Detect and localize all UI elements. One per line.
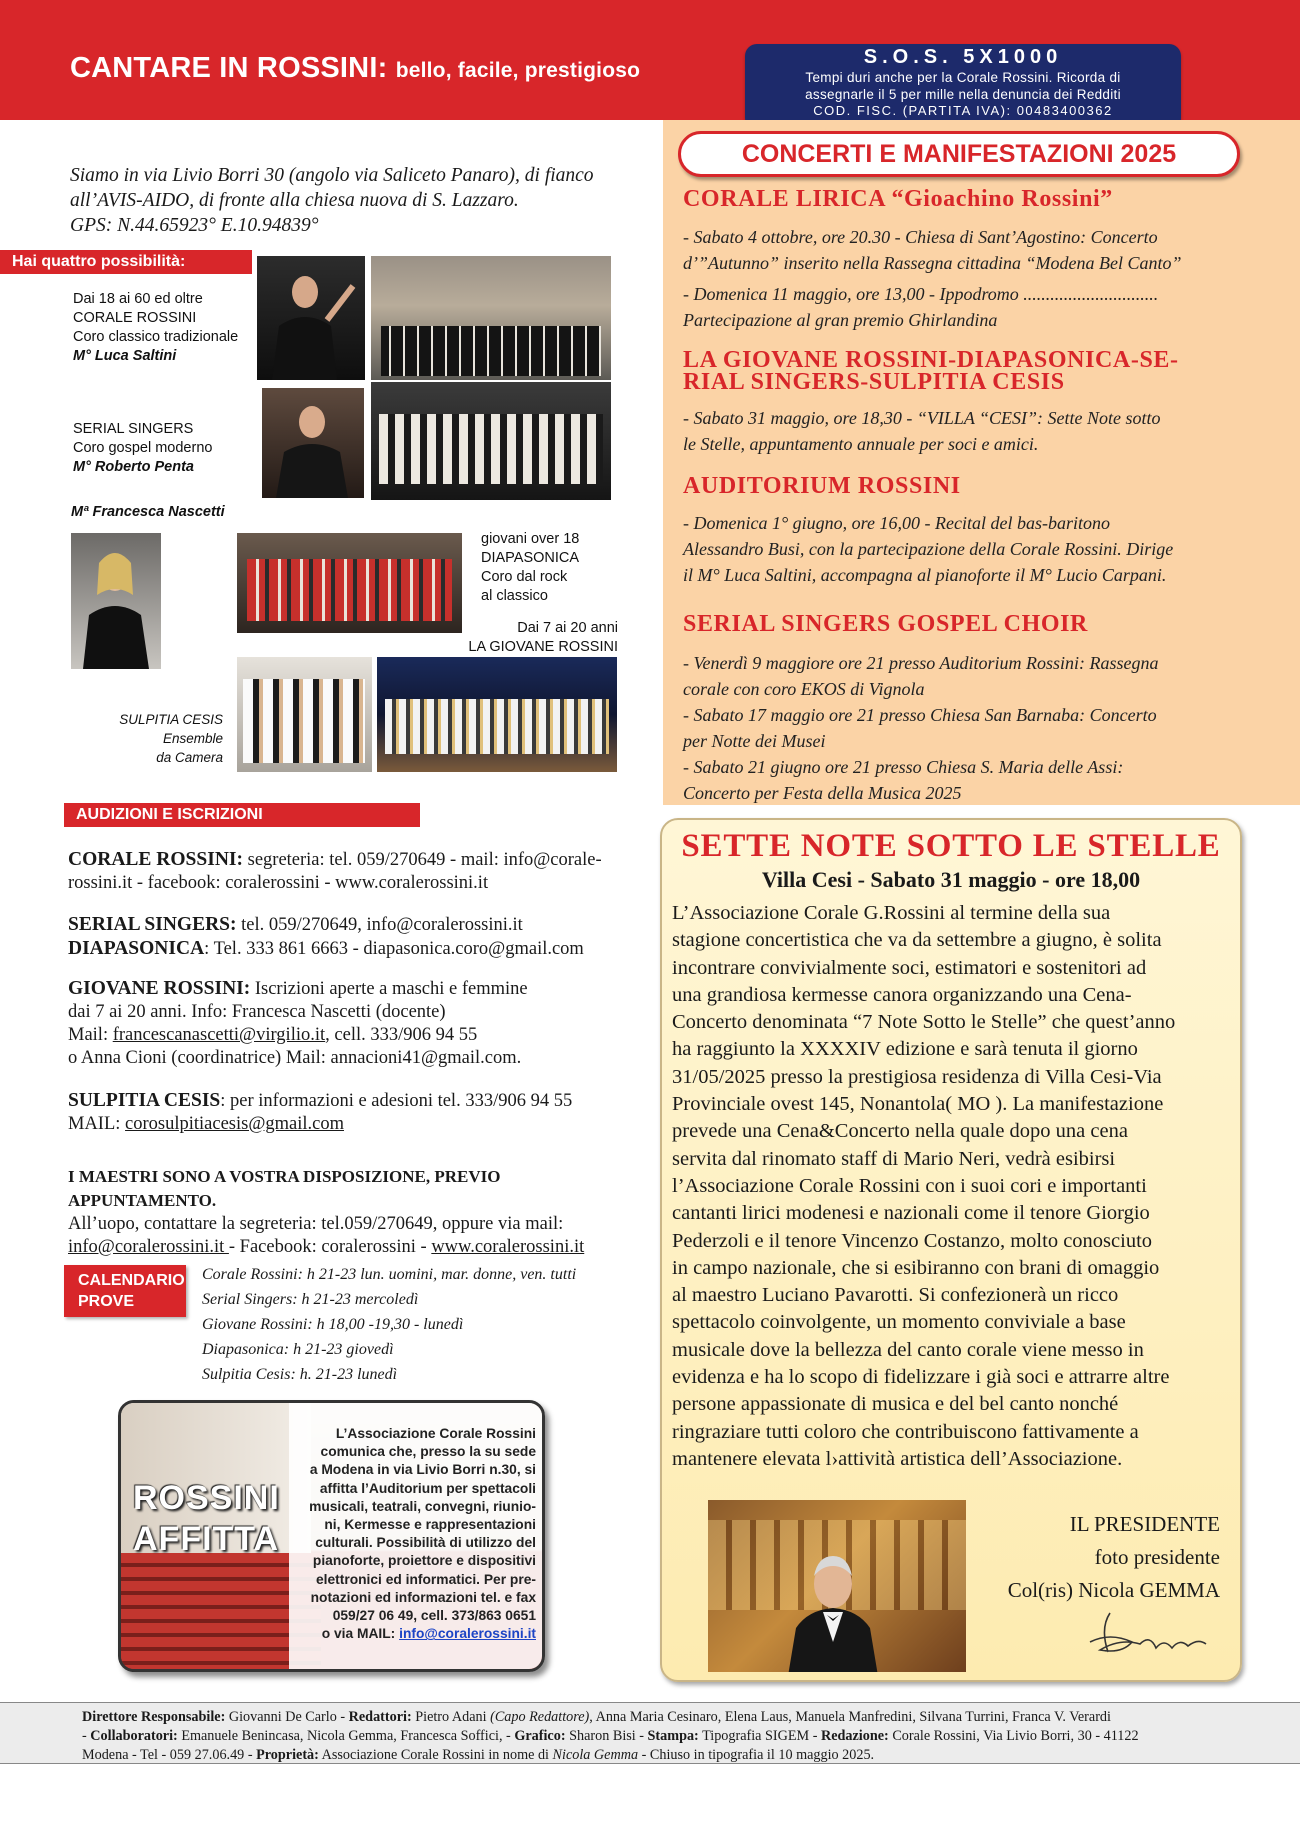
description-line: a Modena in via Livio Borri n.30, si [309,1462,536,1478]
contact-head: DIAPASONICA [68,938,205,959]
sette-body-line: L’Associazione Corale G.Rossini al termine della sua [672,902,1111,924]
contact-maestri [68,1165,628,1259]
title-line: AFFITTA [133,1520,280,1558]
contact-corale-rossini [68,848,628,895]
footer-value: - Chiuso in tipografia il 10 maggio 2025. [638,1747,875,1763]
intro-line: Siamo in via Livio Borri 30 (angolo via Saliceto Panaro), di fianco [70,165,594,186]
choir-age: giovani over 18 [481,531,580,547]
contact-serial-diapasonica [68,913,628,961]
sos-codice-fiscale: COD. FISC. (PARTITA IVA): 00483400362 [813,103,1113,118]
choir-label-serial-singers [73,420,212,477]
concert-heading-serial-singers: SERIAL SINGERS GOSPEL CHOIR [683,611,1088,637]
sette-body-line: in campo nazionale, che si esibiranno con brani di omaggio [672,1256,1160,1279]
choir-name: LA GIOVANE ROSSINI [468,639,618,655]
contact-head: SULPITIA CESIS [68,1090,221,1111]
concert-line: - Venerdì 9 maggiore ore 21 presso Auditorium Rossini: Rassegna [683,653,1159,673]
email-link-nascetti[interactable]: francescanascetti@virgilio.it [112,1025,326,1045]
sette-note-body [672,900,1234,1473]
calendario-item: Serial Singers: h 21-23 mercoledì [202,1291,419,1308]
concert-line: Concerto per Festa della Musica 2025 [683,783,962,803]
description-line: pianoforte, proiettore e dispositivi [312,1553,536,1569]
gps-coordinates: GPS: N.44.65923° E.10.94839° [70,215,319,236]
footer-label: Stampa: [647,1728,699,1744]
photo-serial-singers-choir [371,382,611,500]
page-title [70,52,640,85]
description-line: notazioni ed informazioni tel. e fax [310,1589,536,1605]
choir-name: CORALE ROSSINI [73,310,197,326]
sette-body-line: Provinciale ovest 145, Nonantola( MO ). La manifestazione [672,1093,1164,1116]
description-line: 059/27 06 49, cell. 373/863 0651 [332,1608,536,1624]
contact-text: , cell. 333/906 94 55 [325,1025,478,1045]
sette-body-line: stagione concertistica che va da settembre a giugno, è solita [672,929,1162,952]
description-line: L’Associazione Corale Rossini [335,1426,536,1441]
calendario-item: Giovane Rossini: h 18,00 -19,30 - lunedì [202,1316,464,1333]
email-link-affitta[interactable]: info@coralerossini.it [399,1626,536,1642]
label-line: CALENDARIO [78,1272,185,1289]
conductor-figure [71,533,161,669]
sette-body-line: servita dal rinomato staff di Mario Neri, vedrà esibirsi [672,1147,1116,1170]
concert-entry [683,224,1243,276]
choir-label-giovane-rossini [440,619,618,657]
concert-heading-giovane-rossini [683,349,1179,393]
email-link-sulpitia[interactable]: corosulpitiacesis@gmail.com [125,1114,344,1134]
footer-value: Emanuele Benincasa, Nicola Gemma, Francesca Soffici, - [177,1728,515,1744]
concert-line: il M° Luca Saltini, accompagna al pianoforte il M° Lucio Carpani. [683,565,1167,585]
description-line: ni, Kermesse e rappresentazioni [324,1517,536,1533]
concert-line: - Domenica 11 maggio, ore 13,00 - Ippodromo .............................. [683,284,1159,304]
choir-rows [379,414,603,484]
footer-label: Proprietà: [256,1747,319,1763]
concert-heading-corale-lirica: CORALE LIRICA “Gioachino Rossini” [683,186,1113,212]
choir-label-diapasonica [481,530,579,606]
footer-value: Nicola Gemma [552,1747,639,1763]
concert-line: per Notte dei Musei [683,731,826,751]
choir-name: DIAPASONICA [481,550,580,566]
footer-value: Giovanni De Carlo - [225,1709,349,1725]
website-link[interactable]: www.coralerossini.it [431,1237,585,1257]
title-text: CANTARE IN ROSSINI: [70,52,388,84]
contact-head: I MAESTRI SONO A VOSTRA DISPOSIZIONE, PREVIO APPUNTAMENTO. [68,1167,501,1210]
choir-maestro: M° Roberto Penta [73,459,194,475]
contact-sulpitia-cesis [68,1089,628,1136]
description-lines [291,1425,536,1625]
sos-line: assegnarle il 5 per mille nella denuncia dei Redditi [805,87,1121,102]
sette-body-line: cantanti lirici modenesi e nazionali come il tenore Giorgio [672,1202,1150,1225]
contact-text: - Facebook: coralerossini - [228,1237,432,1257]
rossini-affitta-description [291,1425,536,1643]
heading-line: RIAL SINGERS-SULPITIA CESIS [683,369,1065,395]
sette-body-line: spettacolo coinvolgente, un momento conviviale a base [672,1311,1126,1334]
concert-entry [683,405,1243,457]
footer-value: Pietro Adani [411,1709,491,1725]
sette-body-line: prevede una Cena&Concerto nella quale dopo una cena [672,1120,1128,1143]
footer-value: , Anna Maria Cesinaro, Elena Laus, Manuela Manfredini, Silvana Turrini, Franca V. Verardi [589,1709,1111,1725]
sette-body-line: Concerto denominata “7 Note Sotto le Stelle” che quest’anno [672,1011,1176,1034]
footer-label: Direttore Responsabile: [82,1709,226,1725]
concert-line: - Sabato 4 ottobre, ore 20.30 - Chiesa di Sant’Agostino: Concerto [683,227,1158,247]
description-line: musicali, teatrali, convegni, riunio- [309,1498,536,1514]
choir-age: Dai 18 ai 60 ed oltre [73,291,203,307]
president-signature [1080,1608,1220,1658]
sette-body-line: mantenere elevata l›attività artistica dell’Associazione. [672,1447,1123,1470]
contact-head: GIOVANE ROSSINI: [68,978,251,999]
sos-5x1000-box [745,44,1181,130]
heading-line: LA GIOVANE ROSSINI-DIAPASONICA-SE- [683,347,1179,373]
choir-desc: Coro dal rock [481,569,568,585]
footer-value: Corale Rossini, Via Livio Borri, 30 - 41122 [888,1728,1139,1744]
maestra-nascetti-label [71,503,225,522]
choir-rows [385,699,609,754]
footer-value: Modena - Tel - 059 27.06.49 - [82,1747,257,1763]
contact-text: o Anna Cioni (coordinatrice) Mail: annacioni41@gmail.com. [68,1048,522,1068]
sette-body-line: 31/05/2025 presso la prestigiosa residenza di Villa Cesi-Via [672,1065,1162,1088]
president-figure [778,1536,888,1672]
photo-maestra-nascetti [71,533,161,669]
president-label: IL PRESIDENTE [1069,1512,1220,1536]
contact-text: : Tel. 333 861 6663 - diapasonica.coro@gmail.com [204,939,584,959]
choir-age: Dai 7 ai 20 anni [517,620,618,636]
title-line: ROSSINI [133,1479,280,1517]
description-line: comunica che, presso la su sede [320,1444,536,1460]
sette-body-line: persone appassionate di musica e del bel canto nonché [672,1393,1119,1416]
contact-text: MAIL: [68,1114,126,1134]
concert-line: - Sabato 17 maggio ore 21 presso Chiesa San Barnaba: Concerto [683,705,1157,725]
description-line: elettronici ed informatici. Per pre- [315,1571,536,1587]
photo-maestro-saltini [257,256,365,380]
sette-body-line: ha raggiunto la XXXXIV edizione e sarà tenuta il giorno [672,1038,1138,1061]
choir-label-corale-rossini [73,290,238,366]
choir-desc: Coro classico tradizionale [73,329,239,345]
concert-line: - Domenica 1° giugno, ore 16,00 - Recital del bas-baritono [683,513,1110,533]
possibilities-label: Hai quattro possibilità: [0,250,252,274]
concert-line: - Sabato 31 maggio, ore 18,30 - “VILLA “CESI”: Sette Note sotto [683,408,1161,428]
photo-corale-rossini-choir [371,256,611,380]
concert-heading-auditorium: AUDITORIUM ROSSINI [683,473,961,499]
contact-text: rossini.it - facebook: coralerossini - www.coralerossini.it [68,873,489,893]
footer-value: - [82,1728,91,1744]
choir-maestro: M° Luca Saltini [73,348,177,364]
president-photo [708,1500,966,1672]
choir-rows [247,559,452,621]
contact-text: dai 7 ai 20 anni. Info: Francesca Nascetti (docente) [68,1002,446,1022]
choir-rows [243,679,365,763]
sette-note-title: SETTE NOTE SOTTO LE STELLE [681,828,1221,864]
calendario-item: Diapasonica: h 21-23 giovedì [202,1341,394,1358]
rossini-affitta-title [133,1478,280,1560]
contact-text: : per informazioni e adesioni tel. 333/906 94 55 [220,1091,573,1111]
choir-rows [381,326,601,376]
footer-label: Collaboratori: [90,1728,178,1744]
contact-text: Mail: [68,1025,113,1045]
photo-maestro-penta [262,388,364,498]
concert-line: le Stelle, appuntamento annuale per soci e amici. [683,434,1039,454]
footer-label: Grafico: [514,1728,566,1744]
choir-name: SULPITIA CESIS [119,712,223,727]
concert-line: Partecipazione al gran premio Ghirlandina [683,310,998,330]
calendario-prove-list [202,1262,642,1387]
description-line: culturali. Possibilità di utilizzo del [315,1535,536,1551]
conductor-figure [262,388,364,498]
intro-line: all’AVIS-AIDO, di fronte alla chiesa nuova di S. Lazzaro. [70,190,519,211]
concerts-title: CONCERTI E MANIFESTAZIONI 2025 [678,131,1240,177]
concert-line: Alessandro Busi, con la partecipazione della Corale Rossini. Dirige [683,539,1174,559]
sette-body-line: l’Associazione Corale Rossini con i suoi cori e importanti [672,1174,1147,1197]
footer-value: Sharon Bisi - [565,1728,648,1744]
contact-head: SERIAL SINGERS: [68,914,237,935]
president-photo-caption: foto presidente [1094,1545,1220,1569]
rossini-affitta-box [118,1400,545,1672]
calendario-prove-label [64,1265,186,1317]
concert-entry [683,650,1243,806]
sette-body-line: Pederzoli e il tenore Vincenzo Costanzo, molto conosciuto [672,1229,1153,1252]
contact-text: segreteria: tel. 059/270649 - mail: info@corale- [247,850,602,870]
sette-body-line: una grandiosa kermesse canora organizzando una Cena- [672,983,1132,1006]
concert-line: corale con coro EKOS di Vignola [683,679,925,699]
footer-value: Associazione Corale Rossini in nome di [318,1747,553,1763]
concert-line: d’”Autunno” inserito nella Rassegna cittadina “Modena Bel Canto” [683,253,1182,273]
label-line: PROVE [78,1293,135,1310]
footer-value: Tipografia SIGEM - [698,1728,821,1744]
description-line: affitta l’Auditorium per spettacoli [319,1480,536,1496]
description-line: o via MAIL: [321,1626,400,1642]
contact-text: All’uopo, contattare la segreteria: tel.059/270649, oppure via mail: [68,1214,564,1234]
sette-body-line: musicale dove la bellezza del canto corale viene messo in [672,1338,1144,1361]
footer-credits [82,1708,1232,1765]
footer-label: Redattori: [348,1709,412,1725]
photo-diapasonica-choir [237,533,462,633]
choir-maestro: Mª Francesca Nascetti [71,504,225,520]
concert-entry [683,281,1243,333]
sette-note-subtitle: Villa Cesi - Sabato 31 maggio - ore 18,00 [761,867,1141,892]
contact-text: tel. 059/270649, info@coralerossini.it [241,915,523,935]
choir-desc: Coro gospel moderno [73,440,213,456]
sette-body-line: al maestro Luciano Pavarotti. Si confezionerà un ricco [672,1284,1119,1307]
email-link-info[interactable]: info@coralerossini.it [68,1237,229,1257]
sos-line: Tempi duri anche per la Corale Rossini. Ricorda di [805,70,1121,85]
calendario-item: Sulpitia Cesis: h. 21-23 lunedì [202,1366,398,1383]
sos-title: S.O.S. 5X1000 [863,46,1063,68]
conductor-figure [257,256,365,380]
photo-sulpitia-cesis [237,657,372,772]
contact-text: Iscrizioni aperte a maschi e femmine [254,979,528,999]
address-intro [70,163,630,238]
photo-giovane-rossini [377,657,617,772]
concert-line: - Sabato 21 giugno ore 21 presso Chiesa S. Maria delle Assi: [683,757,1124,777]
sette-body-line: incontrare convivialmente soci, estimatori e sostenitori ad [672,956,1147,979]
choir-desc: al classico [481,588,548,604]
choir-name: SERIAL SINGERS [73,421,194,437]
choir-desc: Ensemble [162,731,223,746]
calendario-item: Corale Rossini: h 21-23 lun. uomini, mar. donne, ven. tutti [202,1266,577,1283]
sette-body-line: ringraziare tutti coloro che contribuiscono fattivamente a [672,1420,1139,1443]
contact-giovane-rossini [68,977,628,1070]
footer-value: (Capo Redattore) [490,1709,590,1725]
sette-body-line: evidenza e ha lo scopo di fidelizzare i già soci e attrarre altre [672,1366,1170,1389]
title-subtitle: bello, facile, prestigioso [395,59,641,82]
audizioni-label: AUDIZIONI E ISCRIZIONI [64,803,420,827]
president-name: Col(ris) Nicola GEMMA [1007,1578,1220,1602]
choir-label-sulpitia-cesis [100,710,223,767]
concert-entry [683,510,1243,588]
choir-desc: da Camera [156,750,223,765]
footer-label: Redazione: [820,1728,889,1744]
contact-head: CORALE ROSSINI: [68,849,243,870]
